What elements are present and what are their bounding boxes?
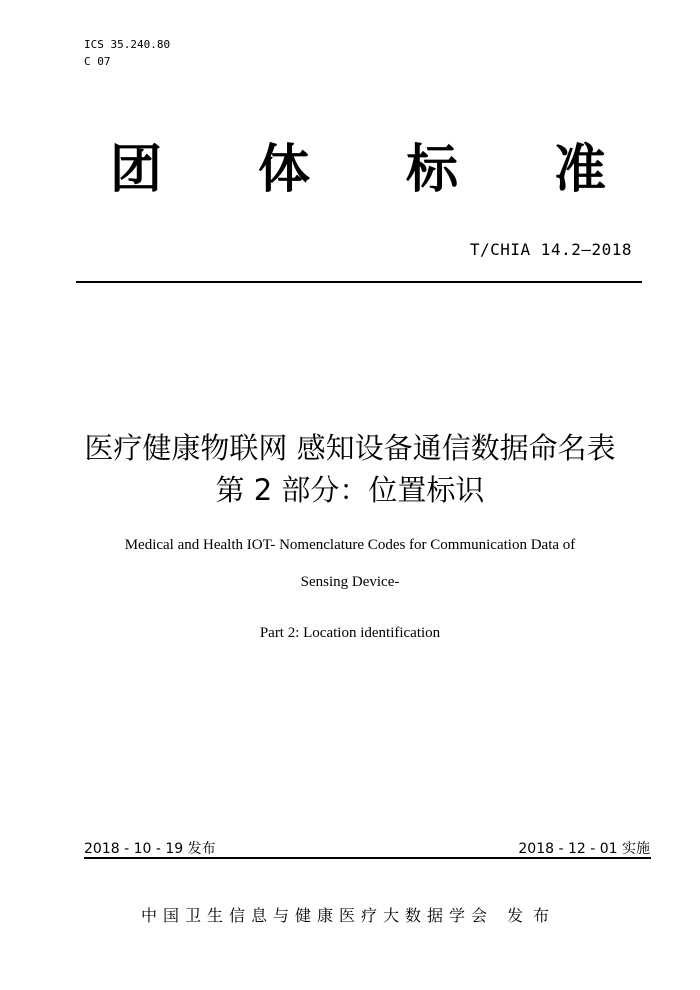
implement-date: 2018 - 12 - 01 实施 xyxy=(518,841,650,857)
standard-number: T/CHIA 14.2—2018 xyxy=(469,240,632,259)
title-en-line3: Part 2: Location identification xyxy=(259,625,441,641)
doc-type-char-2: 体 xyxy=(258,140,311,200)
publisher-name: 中国卫生信息与健康医疗大数据学会 xyxy=(140,906,493,925)
footer-divider xyxy=(84,857,651,859)
doc-type-char-1: 团 xyxy=(110,140,163,200)
publisher-action: 发布 xyxy=(507,906,560,925)
title-en-line2: Sensing Device- xyxy=(300,574,400,590)
classification-codes xyxy=(84,36,170,70)
title-cn-line1: 医疗健康物联网 感知设备通信数据命名表 xyxy=(84,431,616,465)
publish-date: 2018 - 10 - 19 发布 xyxy=(84,841,216,857)
ics-code: ICS 35.240.80 xyxy=(84,38,171,51)
doc-type-char-3: 标 xyxy=(406,140,459,200)
title-cn-line2: 第 2 部分：位置标识 xyxy=(215,473,485,507)
doc-type-char-4: 准 xyxy=(554,140,607,200)
header-divider xyxy=(76,281,642,283)
ccs-code: C 07 xyxy=(84,55,111,68)
title-en-line1: Medical and Health IOT- Nomenclature Codes for Communication Data of xyxy=(124,537,576,553)
publisher-line xyxy=(0,903,700,926)
